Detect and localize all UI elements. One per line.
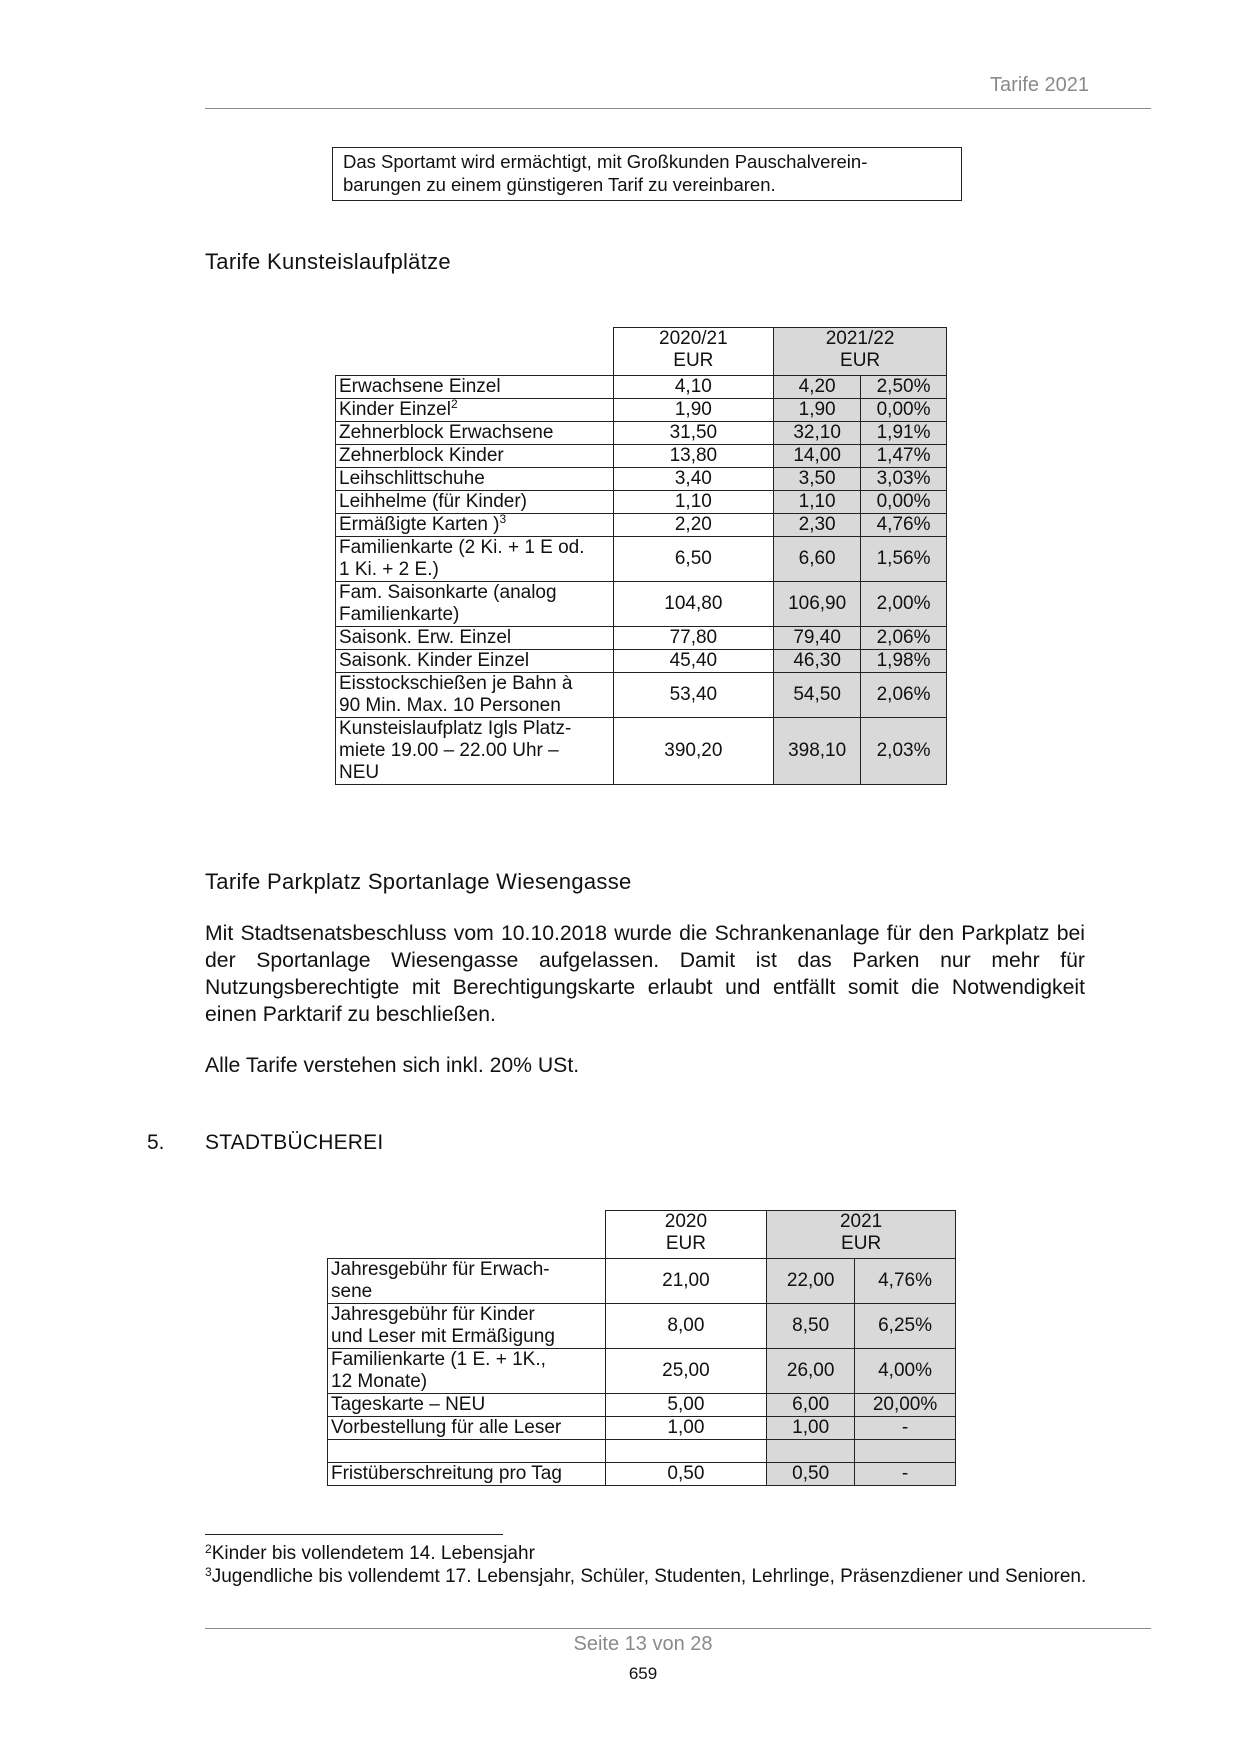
ice-row [336,650,947,673]
ice-row [336,627,947,650]
lib-pct-cell: 4,00% [855,1349,956,1394]
lib-pct-cell: - [855,1463,956,1486]
ice-label-text: Saisonk. Erw. Einzel [339,627,512,648]
ice-row [336,376,947,399]
ice-label [336,514,614,537]
ice-label [336,422,614,445]
ice-header-prev-year: 2020/21 [659,328,728,349]
lib-row [328,1394,956,1417]
header-rule [205,108,1151,109]
ice-table-header-row [336,328,947,376]
ice-pct-cell: 2,03% [861,718,947,785]
ice-pct-cell: 2,00% [861,582,947,627]
lib-row [328,1440,956,1463]
ice-label [336,537,614,582]
ice-pct-cell: 0,00% [861,399,947,422]
ice-pct-cell: 1,47% [861,445,947,468]
lib-row [328,1463,956,1486]
ice-pct-cell: 1,91% [861,422,947,445]
footnote-ref: 2 [450,397,458,411]
lib-curr-cell: 1,00 [767,1417,855,1440]
ice-label-text: Familienkarte (2 Ki. + 1 E od. 1 Ki. + 2 E.) [339,537,585,580]
ice-curr-cell: 4,20 [774,376,861,399]
ice-prev-cell: 4,10 [613,376,774,399]
ice-label-text: Ermäßigte Karten ) [339,514,500,535]
section-number: 5. [147,1131,165,1154]
ice-header-curr-unit: EUR [840,350,881,371]
ice-prev-cell: 6,50 [613,537,774,582]
ice-prev-cell: 1,10 [613,491,774,514]
ice-prev-cell: 3,40 [613,468,774,491]
ice-label-text: Zehnerblock Kinder [339,445,504,466]
ice-label [336,582,614,627]
lib-pct-cell: 6,25% [855,1304,956,1349]
header-title: Tarife 2021 [990,74,1089,96]
ice-label [336,445,614,468]
parking-paragraph: Mit Stadtsenatsbeschluss vom 10.10.2018 wurde die Schrankenanlage für den Parkplatz bei der Sportanlage Wiesengasse aufgelassen. Damit ist das Parken nur mehr für Nutzungsberechtigte mit Berechtigungskarte erlaubt und entfällt somit die Notwendigkeit einen Parktarif zu beschließen. [205,922,1085,1026]
ice-label [336,673,614,718]
ice-label [336,491,614,514]
lib-label-text: Vorbestellung für alle Leser [331,1417,562,1438]
footnote-2-mark: 2 [205,1542,212,1556]
lib-label-text: Tageskarte – NEU [331,1394,486,1415]
ice-label-text: Saisonk. Kinder Einzel [339,650,530,671]
ice-curr-cell: 6,60 [774,537,861,582]
ice-pct-cell: 0,00% [861,491,947,514]
ice-row [336,491,947,514]
ice-header-curr-year: 2021/22 [825,328,895,349]
ice-label-text: Leihschlittschuhe [339,468,485,489]
lib-row [328,1259,956,1304]
footnote-rule [205,1534,503,1535]
lib-pct-cell: 20,00% [855,1394,956,1417]
ice-header-curr [774,328,947,376]
ice-prev-cell: 13,80 [613,445,774,468]
footnote-3-text: Jugendliche bis vollendemt 17. Lebensjahr, Schüler, Studenten, Lehrlinge, Präsenzdiener und Senioren. [211,1566,1087,1587]
ice-label-text: Zehnerblock Erwachsene [339,422,554,443]
lib-prev-cell [605,1440,767,1463]
lib-label-text: Jahresgebühr für Kinder und Leser mit Ermäßigung [331,1304,555,1347]
ice-row [336,445,947,468]
ice-label [336,627,614,650]
ice-curr-cell: 54,50 [774,673,861,718]
ice-label [336,650,614,673]
footnote-2-text: Kinder bis vollendetem 14. Lebensjahr [211,1543,535,1564]
lib-header-prev [605,1211,767,1259]
ice-row [336,399,947,422]
ice-curr-cell: 106,90 [774,582,861,627]
lib-label-text: Fristüberschreitung pro Tag [331,1463,562,1484]
ice-row [336,514,947,537]
ice-curr-cell: 3,50 [774,468,861,491]
ice-row [336,673,947,718]
lib-label [328,1349,606,1394]
ice-pct-cell: 2,06% [861,627,947,650]
ice-curr-cell: 46,30 [774,650,861,673]
ice-prev-cell: 45,40 [613,650,774,673]
ice-row [336,422,947,445]
lib-row [328,1304,956,1349]
page-info: Seite 13 von 28 [573,1633,713,1655]
section-title: STADTBÜCHEREI [205,1131,384,1154]
lib-label [328,1417,606,1440]
lib-pct-cell [855,1440,956,1463]
ice-row [336,537,947,582]
ice-prev-cell: 1,90 [613,399,774,422]
lib-curr-cell: 0,50 [767,1463,855,1486]
ice-prev-cell: 2,20 [613,514,774,537]
lib-curr-cell: 6,00 [767,1394,855,1417]
lib-curr-cell [767,1440,855,1463]
ice-rink-heading: Tarife Kunsteislaufplätze [205,249,451,274]
lib-pct-cell: - [855,1417,956,1440]
vat-note: Alle Tarife verstehen sich inkl. 20% USt. [205,1054,580,1077]
lib-table-header-row [328,1211,956,1259]
lib-header-curr-unit: EUR [841,1233,882,1254]
ice-pct-cell: 4,76% [861,514,947,537]
ice-label-text: Leihhelme (für Kinder) [339,491,527,512]
ice-label [336,468,614,491]
ice-label-text: Fam. Saisonkarte (analog Familienkarte) [339,582,557,625]
ice-prev-cell: 77,80 [613,627,774,650]
footnote-2 [205,1542,1105,1565]
ice-curr-cell: 79,40 [774,627,861,650]
note-line-2: barungen zu einem günstigeren Tarif zu vereinbaren. [343,174,776,195]
lib-label [328,1259,606,1304]
ice-label-text: Eisstockschießen je Bahn à 90 Min. Max. 10 Personen [339,673,573,716]
lib-label-text: Familienkarte (1 E. + 1K., 12 Monate) [331,1349,546,1392]
lib-prev-cell: 21,00 [605,1259,767,1304]
note-box [332,147,962,201]
ice-pct-cell: 2,50% [861,376,947,399]
ice-label-text: Kunsteislaufplatz Igls Platz- miete 19.00 – 22.00 Uhr – NEU [339,718,572,783]
lib-header-empty [328,1211,606,1259]
footnote-3-mark: 3 [205,1565,212,1579]
ice-prev-cell: 31,50 [613,422,774,445]
lib-header-prev-year: 2020 [664,1211,708,1232]
lib-label-text: Jahresgebühr für Erwach- sene [331,1259,550,1302]
ice-header-prev [613,328,774,376]
ice-header-prev-unit: EUR [673,350,714,371]
ice-curr-cell: 14,00 [774,445,861,468]
lib-header-curr-year: 2021 [839,1211,883,1232]
footer-rule [205,1628,1151,1629]
ice-prev-cell: 390,20 [613,718,774,785]
ice-curr-cell: 2,30 [774,514,861,537]
ice-row [336,468,947,491]
ice-curr-cell: 1,10 [774,491,861,514]
ice-curr-cell: 32,10 [774,422,861,445]
ice-row [336,718,947,785]
ice-pct-cell: 3,03% [861,468,947,491]
page-number: 659 [628,1664,658,1683]
ice-prev-cell: 104,80 [613,582,774,627]
ice-pct-cell: 1,98% [861,650,947,673]
lib-row [328,1417,956,1440]
lib-label [328,1463,606,1486]
parking-heading: Tarife Parkplatz Sportanlage Wiesengasse [205,869,632,894]
footnote-3 [205,1565,1105,1588]
ice-pct-cell: 1,56% [861,537,947,582]
ice-prev-cell: 53,40 [613,673,774,718]
lib-prev-cell: 25,00 [605,1349,767,1394]
lib-pct-cell: 4,76% [855,1259,956,1304]
lib-curr-cell: 8,50 [767,1304,855,1349]
ice-label [336,376,614,399]
lib-prev-cell: 1,00 [605,1417,767,1440]
ice-label-text: Erwachsene Einzel [339,376,501,397]
library-tariff-table [327,1210,956,1486]
ice-pct-cell: 2,06% [861,673,947,718]
ice-label [336,399,614,422]
lib-header-curr [767,1211,956,1259]
lib-prev-cell: 8,00 [605,1304,767,1349]
lib-row [328,1349,956,1394]
lib-label [328,1394,606,1417]
lib-header-prev-unit: EUR [665,1233,706,1254]
ice-label-text: Kinder Einzel [339,399,451,420]
lib-prev-cell: 5,00 [605,1394,767,1417]
footnote-ref: 3 [499,512,507,526]
lib-prev-cell: 0,50 [605,1463,767,1486]
ice-curr-cell: 398,10 [774,718,861,785]
lib-curr-cell: 26,00 [767,1349,855,1394]
ice-header-empty [336,328,614,376]
lib-curr-cell: 22,00 [767,1259,855,1304]
lib-label [328,1440,606,1463]
ice-curr-cell: 1,90 [774,399,861,422]
ice-row [336,582,947,627]
ice-label [336,718,614,785]
ice-rink-tariff-table [335,327,947,785]
note-line-1: Das Sportamt wird ermächtigt, mit Großkunden Pauschalverein- [343,151,868,172]
lib-label [328,1304,606,1349]
